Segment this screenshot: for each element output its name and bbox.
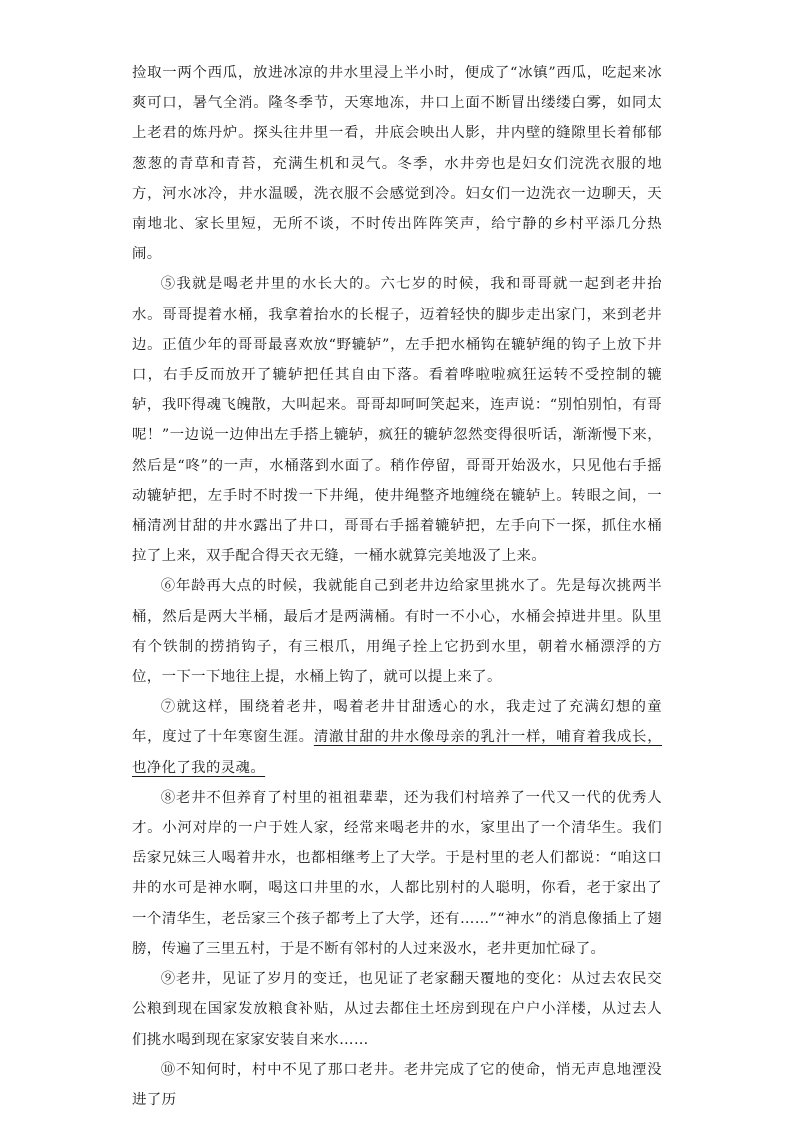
paragraph-6: ⑥年龄再大点的时候，我就能自己到老井边给家里挑水了。先是每次挑两半桶，然后是两大半桶，最后才是两满桶。有时一不小心，水桶会掉进井里。队里有个铁制的捞捎钩子，有三根爪，用绳子拴上它扔到水里，朝着水桶漂浮的方位，一下一下地往上提，水桶上钩了，就可以提上来了。 (132, 578, 662, 686)
paragraph-8: ⑧老井不但养育了村里的祖祖辈辈，还为我们村培养了一代又一代的优秀人才。小河对岸的一户于姓人家，经常来喝老井的水，家里出了一个清华生。我们岳家兄妹三人喝着井水，也都相继考上了大学。于是村里的老人们都说：“咱这口井的水可是神水啊，喝这口井里的水，人都比别村的人聪明，你看，老于家出了一个清华生，老岳家三个孩子都考上了大学，还有……”“神水”的消息像插上了翅膀，传遍了三里五村，于是不断有邻村的人过来汲水，老井更加忙碌了。 (132, 789, 662, 957)
paragraph-continued: 捡取一两个西瓜，放进冰凉的井水里浸上半小时，便成了“冰镇”西瓜，吃起来冰爽可口，暑气全消。隆冬季节，天寒地冻，井口上面不断冒出缕缕白雾，如同太上老君的炼丹炉。探头往井里一看，井底会映出人影，井内壁的缝隙里长着郁郁葱葱的青草和青苔，充满生机和灵气。冬季，水井旁也是妇女们浣洗衣服的地方，河水冰冷，井水温暖，洗衣服不会感觉到冷。妇女们一边洗衣一边聊天，天南地北、家长里短，无所不谈，不时传出阵阵笑声，给宁静的乡村平添几分热闹。 (132, 65, 662, 263)
paragraph-5: ⑤我就是喝老井里的水长大的。六七岁的时候，我和哥哥就一起到老井抬水。哥哥提着水桶，我拿着抬水的长棍子，迈着轻快的脚步走出家门，来到老井边。正值少年的哥哥最喜欢放“野辘轳”，左手把水桶钩在辘轳绳的钩子上放下井口，右手反而放开了辘轳把任其自由下落。看着哗啦啦疯狂运转不受控制的辘轳，我吓得魂飞魄散，大叫起来。哥哥却呵呵笑起来，连声说：“别怕别怕，有哥呢！”一边说一边伸出左手搭上辘轳，疯狂的辘轳忽然变得很听话，渐渐慢下来，然后是“咚”的一声，水桶落到水面了。稍作停留，哥哥开始汲水，只见他右手摇动辘轳把，左手时不时拨一下井绳，使井绳整齐地缠绕在辘轳上。转眼之间，一桶清冽甘甜的井水露出了井口，哥哥右手摇着辘轳把，左手向下一探，抓住水桶拉了上来，双手配合得天衣无缝，一桶水就算完美地汲了上来。 (132, 276, 662, 565)
document-page (132, 58, 662, 1115)
paragraph-10: ⑩不知何时，村中不见了那口老井。老井完成了它的使命，悄无声息地湮没进了历 (132, 1061, 662, 1108)
paragraph-9: ⑨老井，见证了岁月的变迁，也见证了老家翻天覆地的变化：从过去农民交公粮到现在国家发放粮食补贴，从过去都住土坯房到现在户户小洋楼，从过去人们挑水喝到现在家家安装自来水…… (132, 971, 662, 1048)
underlined-sentence: 清澈甘甜的井水像母亲的乳汁一样，哺育着我成长，也净化了我的灵魂。 (132, 729, 662, 776)
paragraph-7 (132, 692, 662, 783)
paragraph-7-text: ⑦就这样，围绕着老井，喝着老井甘甜透心的水，我走过了充满幻想的童年，度过了十年寒窗生涯。 (132, 699, 662, 746)
